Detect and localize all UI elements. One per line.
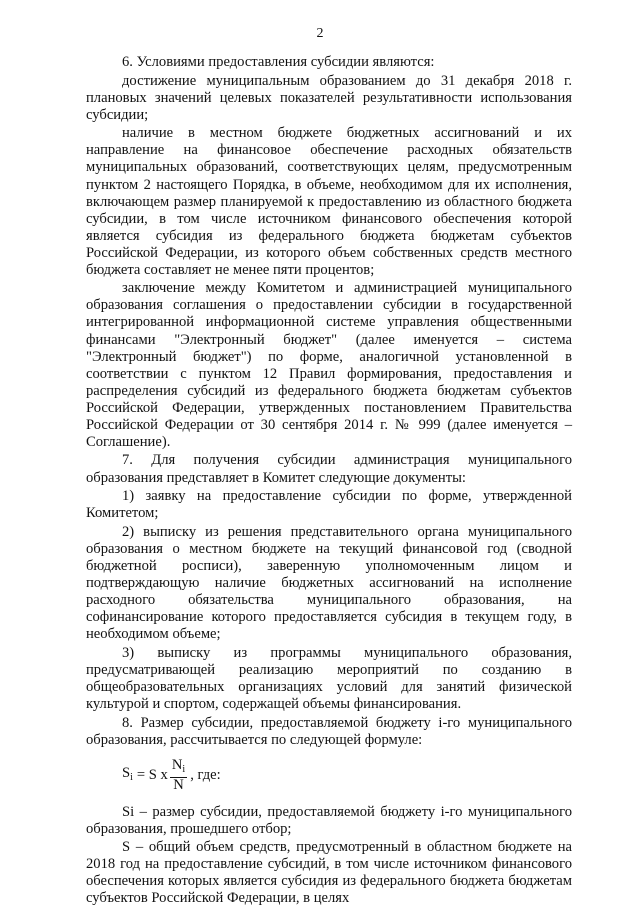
formula-lhs: $S_i$ [122, 764, 133, 783]
paragraph-document-2: 2) выписку из решения представительного органа муниципального образования о местном бюджете на текущий финансовой год (сводной бюджетной росписи), заверенную уполномоченным лицом и подтверждающую наличие бюджетных ассигнований на исполнение расходного обязательства муниципального образования, на софинансирование которого предоставляется субсидия в текущем году, в необходимом объеме; [86, 523, 572, 643]
paragraph-item-8-heading: 8. Размер субсидии, предоставляемой бюджету i-го муниципального образования, рассчитывается по следующей формуле: [86, 714, 572, 748]
document-body [86, 54, 572, 909]
formula-suffix: , где: [190, 766, 221, 783]
paragraph-definition-s: S – общий объем средств, предусмотренный в областном бюджете на 2018 год на предоставление субсидий, в том числе источником финансового обеспечения которых является субсидия из федерального бюджета бюджетам субъектов Российской Федерации, в целях [86, 839, 572, 907]
paragraph-definition-si: Si – размер субсидии, предоставляемой бюджету i-го муниципального образования, прошедшего отбор; [86, 803, 572, 837]
subsidy-formula [122, 758, 572, 793]
formula-numerator: $N_i$ [170, 758, 187, 778]
paragraph-item-6-heading: 6. Условиями предоставления субсидии являются: [122, 54, 435, 70]
paragraph-condition-targets: достижение муниципальным образованием до 31 декабря 2018 г. плановых значений целевых показателей результативности использования субсидии; [86, 72, 572, 123]
formula-denominator: N [173, 776, 184, 793]
formula-equals-s-times: = S x [136, 766, 168, 783]
formula-fraction [170, 758, 187, 793]
paragraph-item-7-heading: 7. Для получения субсидии администрация муниципального образования представляет в Комитет следующие документы: [86, 452, 572, 486]
paragraph-condition-budget: наличие в местном бюджете бюджетных ассигнований и их направление на финансовое обеспечение расходных обязательств муниципальных образований, соответствующих целям, предусмотренным пунктом 2 настоящего Порядка, в объеме, необходимом для их исполнения, включающем размер планируемой к предоставлению из областного бюджета субсидии, в том числе источником финансового обеспечения которой является субсидия из федерального бюджета бюджетам субъектов Российской Федерации, из которого объем собственных средств местного бюджета составляет не менее пяти процентов; [86, 125, 572, 278]
paragraph-document-1: 1) заявку на предоставление субсидии по форме, утвержденной Комитетом; [86, 488, 572, 522]
page-number: 2 [316, 26, 324, 41]
paragraph-condition-agreement: заключение между Комитетом и администрацией муниципального образования соглашения о предоставлении субсидии в государственной интегрированной информационной системе управления общественными финансами "Электронный бюджет" (далее именуется – система "Электронный бюджет") по форме, аналогичной установленной в соответствии с пунктом 12 Правил формирования, предоставления и распределения субсидий из федерального бюджета бюджетам субъектов Российской Федерации, утвержденных постановлением Правительства Российской Федерации от 30 сентября 2014 г. № 999 (далее именуется – Соглашение). [86, 280, 572, 450]
paragraph-document-3: 3) выписку из программы муниципального образования, предусматривающей реализацию мероприятий по созданию в общеобразовательных организациях условий для занятий физической культурой и спортом, содержащей объемы финансирования. [86, 644, 572, 712]
